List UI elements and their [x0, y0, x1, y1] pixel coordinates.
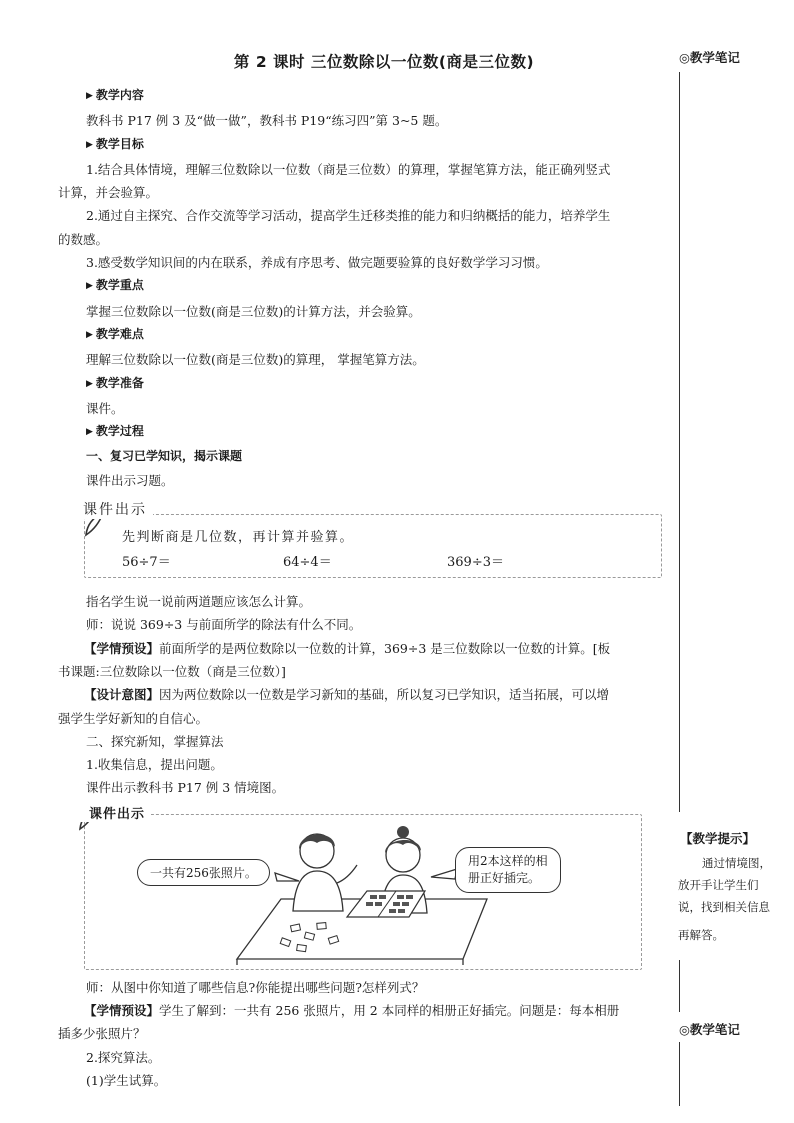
exercise-1: 56÷7＝: [122, 555, 171, 571]
triangle-bullet-icon: ▶: [86, 139, 93, 150]
prep-text: 课件。: [86, 400, 124, 416]
step-2b: 2.探究算法。: [86, 1049, 161, 1065]
preset-1-line-1: [58, 637, 670, 660]
difficulty-heading: [58, 323, 670, 348]
goal-3: 3.感受数学知识间的内在联系，养成有序思考、做完题要验算的良好数学学习习惯。: [86, 255, 548, 271]
content-text: 教科书 P17 例 3 及“做一做”，教科书 P19“练习四”第 3~5 题。: [86, 113, 448, 129]
intent-label: 【设计意图】: [84, 687, 160, 703]
difficulty-text: 理解三位数除以一位数(商是三位数)的算理， 掌握笔算方法。: [86, 352, 425, 368]
step-2-text: 课件出示教科书 P17 例 3 情境图。: [86, 780, 285, 796]
exercise-3: 369÷3＝: [447, 555, 504, 571]
speech-bubble-right: [455, 847, 561, 893]
triangle-bullet-icon: ▶: [86, 281, 93, 292]
triangle-bullet-icon: ▶: [86, 378, 93, 389]
heading-label: 教学准备: [95, 375, 144, 390]
page-title: 第 2 课时 三位数除以一位数(商是三位数): [233, 53, 535, 71]
step-2-sub: 1.收集信息，提出问题。: [86, 757, 223, 773]
notes-label-bottom: ◎教学笔记: [679, 1022, 740, 1037]
process-heading: [58, 420, 670, 445]
courseware-tag: 课件出示: [69, 499, 153, 519]
step-1-heading: 一、复习已学知识，揭示课题: [86, 449, 243, 464]
speech-bubble-left: 一共有256张照片。: [137, 859, 270, 886]
intent-line-1: [58, 683, 670, 706]
intent-line-2: 强学生学好新知的自信心。: [58, 710, 209, 726]
triangle-bullet-icon: ▶: [86, 329, 93, 340]
hint-line: 放开手让学生们: [678, 878, 759, 892]
key-heading: [58, 274, 670, 299]
teacher-question: 师：从图中你知道了哪些信息?你能提出哪些问题?怎样列式？: [86, 979, 425, 995]
scene-illustration: [85, 815, 641, 969]
key-text: 掌握三位数除以一位数(商是三位数)的计算方法，并会验算。: [86, 303, 421, 319]
exercise-2: 64÷4＝: [283, 555, 332, 571]
heading-label: 教学难点: [95, 326, 144, 341]
side-rule-bottom: [679, 1042, 680, 1106]
goal-2-line-1: 2.通过自主探究、合作交流等学习活动，提高学生迁移类推的能力和归纳概括的能力，培养学生: [86, 208, 611, 224]
preset-2-line-2: 插多少张照片？: [58, 1026, 146, 1042]
goal-1-line-1: 1.结合具体情境，理解三位数除以一位数（商是三位数）的算理，掌握笔算方法，能正确列竖式: [86, 161, 611, 177]
heading-label: 教学过程: [95, 424, 144, 439]
hint-body: [678, 852, 774, 946]
step-1-text: 课件出示习题。: [86, 472, 174, 488]
lesson-plan: [58, 48, 670, 1092]
hint-line: 通过情境图，: [702, 856, 771, 870]
bubble-line: 册正好插完。: [468, 870, 541, 885]
heading-label: 教学内容: [95, 88, 144, 102]
discussion-line-2: 师：说说 369÷3 与前面所学的除法有什么不同。: [86, 617, 362, 633]
hint-line: 再解答。: [678, 928, 724, 942]
courseware-box-review: [83, 502, 662, 578]
heading-label: 教学目标: [95, 136, 144, 151]
content-heading: [58, 84, 670, 109]
notes-label-top: ◎教学笔记: [679, 50, 740, 65]
courseware-tag: 课件出示: [75, 803, 151, 822]
preset-label: 【学情预设】: [84, 1003, 160, 1019]
side-rule-top: [679, 72, 680, 812]
intent-text: 因为两位数除以一位数是学习新知的基础，所以复习已学知识，适当拓展，可以增: [159, 687, 610, 703]
preset-text: 前面所学的是两位数除以一位数的计算，369÷3 是三位数除以一位数的计算。[板: [159, 640, 611, 656]
hint-line: 说，找到相关信息: [678, 900, 770, 914]
side-rule-middle: [679, 960, 680, 1012]
exercise-instruction: 先判断商是几位数，再计算并验算。: [122, 530, 355, 546]
goal-1-line-2: 计算，并会验算。: [58, 185, 159, 201]
preset-text: 学生了解到：一共有 256 张照片，用 2 本同样的相册正好插完。问题是：每本相册: [159, 1003, 620, 1019]
preset-label: 【学情预设】: [84, 640, 160, 656]
preset-1-line-2: 书课题:三位数除以一位数（商是三位数）]: [58, 663, 286, 679]
discussion-line-1: 指名学生说一说前两道题应该怎么计算。: [86, 594, 312, 610]
courseware-box-scene: [84, 806, 642, 970]
bubble-line: 用2本这样的相: [468, 853, 548, 868]
triangle-bullet-icon: ▶: [86, 427, 93, 438]
prep-heading: [58, 372, 670, 397]
step-2-heading: 二、探究新知，掌握算法: [86, 733, 224, 749]
heading-label: 教学重点: [95, 278, 144, 293]
step-2b-sub: (1)学生试算。: [86, 1072, 167, 1088]
preset-2-line-1: [58, 999, 670, 1022]
goal-2-line-2: 的数感。: [58, 231, 109, 247]
goals-heading: [58, 133, 670, 158]
triangle-bullet-icon: ▶: [86, 91, 93, 101]
hint-title: 【教学提示】: [680, 831, 756, 846]
